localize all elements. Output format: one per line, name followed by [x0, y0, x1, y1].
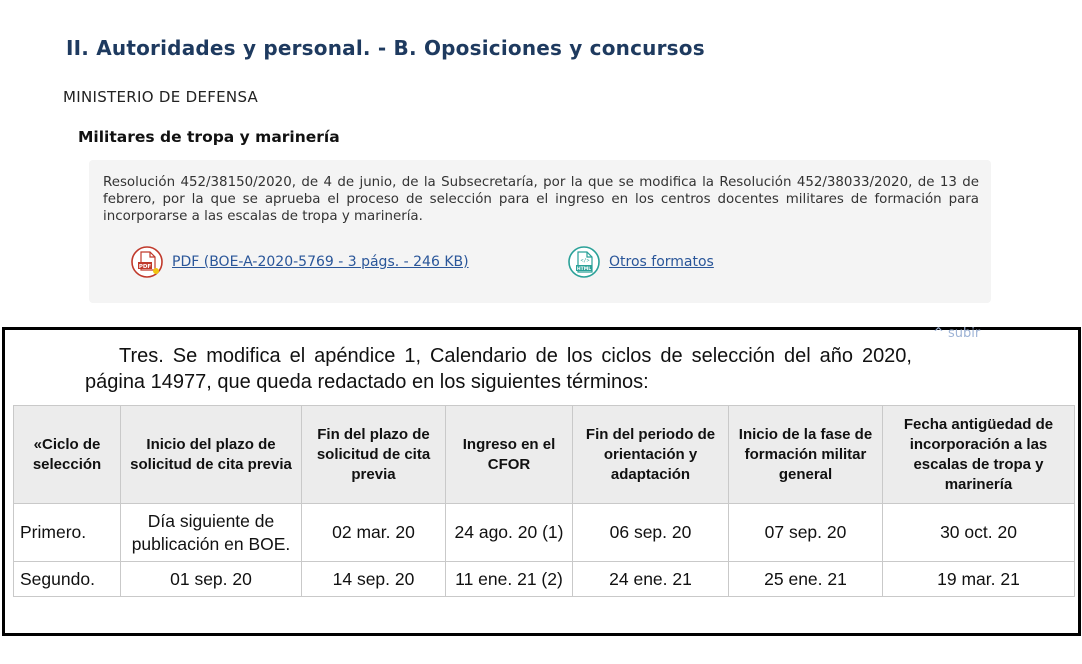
table-cell: 07 sep. 20	[729, 504, 883, 562]
table-header-cell: Fin del periodo de orientación y adaptación	[573, 406, 729, 504]
pdf-download-link[interactable]	[131, 246, 469, 278]
resolution-card	[89, 160, 991, 303]
table-cell: 19 mar. 21	[883, 562, 1075, 597]
table-cell: 11 ene. 21 (2)	[446, 562, 573, 597]
table-header-cell: Fecha antigüedad de incorporación a las escalas de tropa y marinería	[883, 406, 1075, 504]
ministry-name: MINISTERIO DE DEFENSA	[63, 88, 259, 106]
table-header-row	[14, 406, 1075, 504]
table-header-cell: Fin del plazo de solicitud de cita previa	[302, 406, 446, 504]
svg-text:</>: </>	[580, 258, 590, 264]
table-cell: 02 mar. 20	[302, 504, 446, 562]
table-cell: 25 ene. 21	[729, 562, 883, 597]
table-row	[14, 504, 1075, 562]
table-cell: Día siguiente de publicación en BOE.	[121, 504, 302, 562]
table-cell: 24 ago. 20 (1)	[446, 504, 573, 562]
table-header-cell: Inicio del plazo de solicitud de cita previa	[121, 406, 302, 504]
table-row	[14, 562, 1075, 597]
excerpt-paragraph	[85, 343, 912, 395]
pdf-link-label[interactable]: PDF (BOE-A-2020-5769 - 3 págs. - 246 KB)	[172, 254, 469, 270]
back-to-top-link[interactable]: ^ subir	[933, 326, 981, 341]
excerpt-paragraph-text: Tres. Se modifica el apéndice 1, Calendario de los ciclos de selección del año 2020, página 14977, que queda redactado en los siguientes términos:	[85, 345, 912, 393]
resolution-description: Resolución 452/38150/2020, de 4 de junio, de la Subsecretaría, por la que se modifica la Resolución 452/38033/2020, de 13 de febrero, por la que se aprueba el proceso de selección para el ingreso en los centros docentes militares de formación para incorporarse a las escalas de tropa y marinería.	[103, 175, 979, 224]
table-cell: 01 sep. 20	[121, 562, 302, 597]
pdf-icon	[131, 246, 163, 278]
subsection-title: Militares de tropa y marinería	[78, 128, 340, 146]
table-header-cell: «Ciclo de selección	[14, 406, 121, 504]
section-title: II. Autoridades y personal. - B. Oposiciones y concursos	[66, 36, 705, 60]
table-cell: 30 oct. 20	[883, 504, 1075, 562]
html-file-icon	[568, 246, 600, 278]
table-cell: 14 sep. 20	[302, 562, 446, 597]
excerpt-screenshot	[2, 327, 1081, 636]
other-formats-link[interactable]	[568, 246, 714, 278]
svg-text:PDF: PDF	[138, 264, 152, 270]
table-cell: Primero.	[14, 504, 121, 562]
table-header-cell: Ingreso en el CFOR	[446, 406, 573, 504]
other-formats-label[interactable]: Otros formatos	[609, 254, 714, 270]
svg-text:HTML: HTML	[576, 267, 592, 272]
table-cell: Segundo.	[14, 562, 121, 597]
table-cell: 06 sep. 20	[573, 504, 729, 562]
table-header-cell: Inicio de la fase de formación militar general	[729, 406, 883, 504]
calendar-table	[13, 405, 1075, 597]
table-cell: 24 ene. 21	[573, 562, 729, 597]
